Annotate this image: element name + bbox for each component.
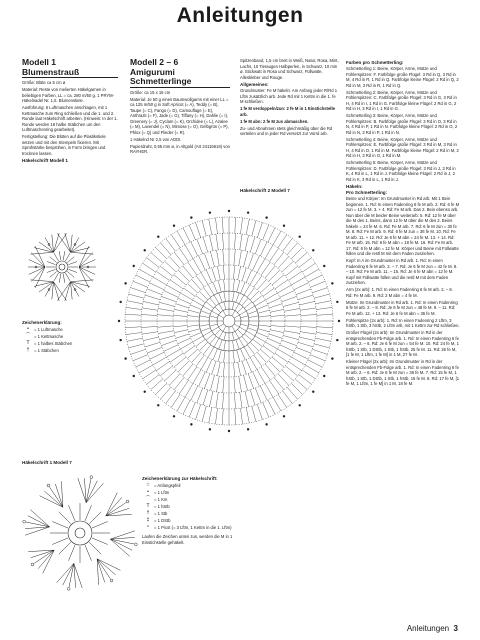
legend-item-chain: [22, 326, 118, 333]
head: Kopf: In A im Grundmuster in Rd arb. 1. Rd: In einen Fadenring 6 fe M arb. 2. – 7. Rd: Je 6 fe M zun = 42 fe M. 8. – 10. Rd: Fe M arb. 11. – 15. Rd: Je 6 fe M abn = 12 fe M. Kopf mit Füllwatte füllen und die restl M mit dem Faden zusziehen.: [346, 258, 458, 285]
model-2-lace: Spitzenband, 1,5 cm breit in Weiß, Natur, Rosa, Mint, Lachs, 10 Tieraugen Halbperlen, in Schwarz, 10 mm ø, Stickwatt in Rosa und Schwarz, Füllwatte, Alleskleber und Rouge.: [240, 58, 339, 80]
cap: Mütze: Im Grundmuster in Rd arb. 1. Rd: In einen Fadenring 6 fe M arb. 2. – 8. Rd: Je 6 fe M zun = 48 fe M. 9. – 11. Rd: Fe M arb. 12. + 13. Rd: Je 6 fe M abn = 36 fe M.: [346, 299, 458, 316]
legend-text: = Anfangspfeil: [154, 482, 181, 488]
chart-7-label-wrap: [22, 458, 132, 466]
model-2-6-subheading: Amigurumi: [130, 66, 175, 77]
model-1-execution: Ausführung: 6 Luftmaschen anschlagen, mit 1 Kettmasche zum Ring schließen und die 1. und 2. Runde laut Häkelschrift arbeiten. (Hinweis: In der 1. Runde werden 18 halbe Stäbchen um den Luftmaschenring gearbeitet).: [22, 105, 118, 132]
arm: Arm (2x arb): 1. Rd: In einen Fadenring 6 fe M arb. 2. – 8. Rd: Fe M arb. 9. Rd: 2 M abn = 4 fe M.: [346, 287, 453, 298]
butterfly-5-colors: Schmetterling 5: Beine, Körper, Arme, Mütze und Fühlerspitzen: D. Farbfolge große Flügel: 3 Rd in J, 3 Rd in K, 4 Rd in L, 1 Rd in J. Farbfolge kleine Flügel: 2 Rd in J, 2 Rd in K, 3 Rd in L, 1 Rd in J.: [346, 160, 456, 182]
legend-text: = 1 Luftmasche: [34, 326, 63, 332]
column-butterfly-instructions: [346, 58, 460, 388]
legend-item-dstb: [142, 517, 250, 524]
small-wing: Kleiner Flügel (2x arb): Im Grundmuster in Rd in der entsprechenden Fb-Folge arb. 1. Rd: In einen Fadenring 6 fe M arb. 2. – 6. Rd: Je 6 fe M zun = 36 fe M. 7. Rd: 15 fe M, 1 hStb, 1 Stb, 1 DStb, 1 Stb, 1 hStb, 16 fe M. 8. Rd: 17 fe M, [1 fe M, 1 Lftm, 1 fe M] in 1 M, 18 fe M.: [346, 359, 460, 386]
picot-symbol: ᵒ: [147, 523, 149, 530]
legend-item-hstb: [142, 503, 250, 510]
crochet-chart-2-model-7: [112, 196, 346, 446]
per-butterfly-heading: Pro Schmetterling:: [346, 190, 388, 195]
decrease-rule: 1 fe M abn: 2 fe M zus abmaschen.: [240, 118, 309, 124]
legend-model-1: [22, 318, 118, 354]
legend-item-hdc: [22, 340, 118, 347]
chart-1-label: Häkelschrift Modell 1: [22, 158, 68, 163]
legend-text: = 1 hStb: [154, 503, 170, 509]
chart-2-label-wrap: [240, 186, 340, 194]
legend-item-stb: [142, 510, 250, 517]
chain-stitch-symbol: •: [147, 488, 149, 495]
legend-text: = 1 Kettmasche: [34, 333, 64, 339]
page-footer: [407, 624, 458, 633]
butterfly-3-colors: Schmetterling 3: Beine, Körper, Arme, Mütze und Fühlerspitzen: B. Farbfolge große Flügel: 3 Rd in O, 3 Rd in N, 4 Rd in P, 1 Rd in N. Farbfolge kleine Flügel: 2 Rd in O, 2 Rd in N, 3 Rd in P, 1 Rd in N.: [346, 113, 458, 135]
chain-stitch-symbol: •: [27, 325, 29, 332]
butterfly-2-colors: Schmetterling 2: Beine, Körper, Arme, Mütze und Fühlerspitzen: C. Farbfolge große Flügel: 3 Rd in G, 3 Rd in H, 4 Rd in I, 1 Rd in G. Farbfolge kleine Flügel: 2 Rd in G, 2 Rd in H, 3 Rd in I, 1 Rd in G.: [346, 89, 457, 111]
model-2-6-heading: Modell 2 – 6: [130, 57, 179, 67]
model-2-hook: 1 Häkelnd Nr 2,5 von ADDI.: [130, 136, 182, 142]
slip-stitch-symbol: ⌒: [25, 332, 31, 339]
legs-body: Beine und Körper: Im Grundmuster in Rd arb. Mit 1 Bein beginnen. 1. Rd: In einen Fadenring 6 fe M arb. 2. Rd: 6 fe M zun = 12 fe M. 3. + 4. Rd: Fe M arb. Das 2. Bein ebenso arb. Nun über die M beider Beine weiterarb: 5. Rd: 12 fe M über die M des 1. Beins, dann 12 fe M über die M des 2. Beins häkeln = 24 fe M. 6. Rd: Fe M arb. 7. Rd: 6 fe M zun = 30 fe M. 8. Rd: Fe M arb. 9. Rd: 6 fe M zun = 36 fe M. 10. Rd: Fe M arb. 11. + 12. Rd: Je 6 fe M abn = 24 fe M. 13. + 14. Rd: Fe M arb. 15. Rd: 6 fe M abn = 18 fe M. 16. Rd: Fe M arb. 17. Rd: 6 fe M abn = 12 fe M. Körper und Beine mit Füllwatte füllen und die restl M mit dem Faden zusziehen.: [346, 196, 460, 256]
legend-text: = 1 Stb: [154, 510, 168, 516]
model-1-size: Größe: Blüte ca 5 cm ø: [22, 80, 66, 85]
model-2-material: Material: Je 50 g eines Baumwollgarns mit einer LL = ca 125 m/50 g in Soft Apricot (= A), Teddy (= B), Taupe (= C), Fango (= D), Camouflage (= E), Anthrazit (= F), Jade (= G), Tiffany (= H), Dahlie (= I), Greenery (= J), Cyclam (= K), Orchidee (= L), Azalee (= M), Lavendel (= N), Mimose (= O), Gelbgrün (= P), Phlox (= Q) und Flieder (= R).: [130, 96, 229, 135]
legend-item-lftm: [142, 489, 250, 496]
chart-2-model-7-label: Häkelschrift 2 Modell 7: [240, 188, 290, 193]
crochet-heading: Häkeln:: [346, 184, 363, 189]
footer-label: Anleitungen: [406, 624, 450, 633]
page-number: 3: [453, 624, 458, 633]
crochet-chart-1-model-7: [20, 470, 140, 596]
model-1-heading: Modell 1: [22, 57, 57, 67]
crochet-chart-model-1: [22, 228, 102, 306]
legend-text: = 1 DStb: [154, 517, 171, 523]
legend-text: = 1 Picot (= 3 Lftm, 1 Kettm in die 1. Lftm): [154, 524, 232, 530]
half-double-symbol: T: [26, 339, 30, 346]
model-2-6-subheading-2: Schmetterlinge: [130, 77, 230, 88]
chart-1-model-7-label: Häkelschrift 1 Modell 7: [22, 460, 72, 465]
legend-text: = 1 Stäbchen: [34, 347, 59, 353]
butterfly-1-colors: Schmetterling 1: Beine, Körper, Arme, Mütze und Fühlerspitzen: F. Farbfolge große Flügel: 3 Rd in Q, 3 Rd in M, 4 Rd in R, 1 Rd in Q. Farbfolge kleine Flügel: 2 Rd in Q, 2 Rd in M, 3 Rd in R, 1 Rd in Q.: [346, 66, 459, 88]
legend-model-7: [142, 474, 250, 547]
treble-symbol: ‡: [146, 516, 150, 523]
large-wing: Großer Flügel (2x arb): Im Grundmuster in Rd in der entsprechenden Fb-Folge arb. 1. Rd: In einen Fadenring 6 fe M arb. 2. – 6. Rd: Je 6 fe M zun = 54 fe M. 10. Rd: 24 fe M, 1 hStb, 1 Stb, 1 DStb, 1 Stb, 1 hStb, 25 fe M. 11. Rd: 26 fe M, [1 fe M, 1 Lftm, 1 fe M] in 1 M, 27 fe M.: [346, 330, 460, 357]
model-1-subheading: Blumenstrauß: [22, 68, 118, 79]
general-tail: Zu- und Abnahmen stets gleichmäßig über die Rd verteilen und in jeder Rd versetzt zur Vorrd arb.: [240, 125, 333, 136]
half-double-symbol: T: [146, 502, 150, 509]
slip-stitch-symbol: ⌒: [145, 495, 151, 502]
legend-item-start-arrow: [142, 482, 250, 489]
legend-item-km: [142, 496, 250, 503]
model-2-wire: Papierdraht, 0,55 mm ø, in Altgold (Art 24116619) von RAYHER.: [130, 143, 231, 154]
butterfly-4-colors: Schmetterling 4: Beine, Körper, Arme, Mütze und Fühlerspitzen: E. Farbfolge große Flügel: 3 Rd in M, 3 Rd in H, 4 Rd in O, 1 Rd in M. Farbfolge kleine Flügel: 2 Rd in M, 2 Rd in H, 3 Rd in O, 1 Rd in M.: [346, 136, 459, 158]
double-symbol: †: [146, 509, 150, 516]
legend-item-dc: [22, 347, 118, 354]
legend-closing: Laufen die Zeichen unten zus, werden die M in 1 Einstichstelle gehäkelt.: [142, 534, 233, 545]
legend-1-title: Zeichenerklärung:: [22, 320, 62, 325]
legend-item-slip: [22, 333, 118, 340]
double-symbol: †: [26, 346, 30, 353]
increase-rule: 1 fe M verdoppeln/zun: 2 fe M in 1 Einstichstelle arb.: [240, 106, 335, 117]
model-2-size: Größe: ca 15 x 16 cm: [130, 89, 171, 95]
legend-text: = 1 Km: [154, 496, 168, 502]
model-1-finishing: Fertigstellung: Die Blüten auf die Plastikstiele setzen und mit den Stempeln fixieren. Mit Sprühstärke besprühen, in Form bringen und trocknen lassen.: [22, 134, 106, 156]
legend-2-title: Zeichenerklärung zur Häkelschrift:: [142, 476, 218, 481]
column-model-2-6: [130, 58, 230, 156]
antenna-tip: Fühlerspitze (2x arb): 1. Rd: In einen Fadenring 2 Lftm, 3 hStb, 1 Stb, 3 hStb, 2 Lftm arb, mit 1 Kettm zur Rd schließen.: [346, 317, 460, 328]
model-1-material: Material: Reste von melierten Häkelgarnen in beliebigen Farben, LL = ca. 280 m/50 g. 1 PRYM-Häkelnadel Nr. 1,5. Blumenstiele.: [22, 87, 115, 103]
general-text: Grundmuster: Fe M häkeln. Am Anfang jeder R/Rd 1 Lftm zusätzlich arb. Jede Rd mit 1 Kettm in die 1. fe M schließen.: [240, 88, 338, 104]
colors-heading: Farben pro Schmetterling:: [346, 60, 404, 65]
general-title: Allgemeines:: [240, 82, 269, 87]
legend-text: = 1 halbes Stäbchen: [34, 340, 73, 346]
page-title: Anleitungen: [176, 4, 304, 27]
arrow-icon: ☆: [145, 481, 151, 488]
legend-item-picot: [142, 524, 250, 531]
column-model-1: [22, 58, 118, 164]
column-continuation: [240, 58, 340, 138]
legend-text: = 1 Lftm: [154, 489, 170, 495]
